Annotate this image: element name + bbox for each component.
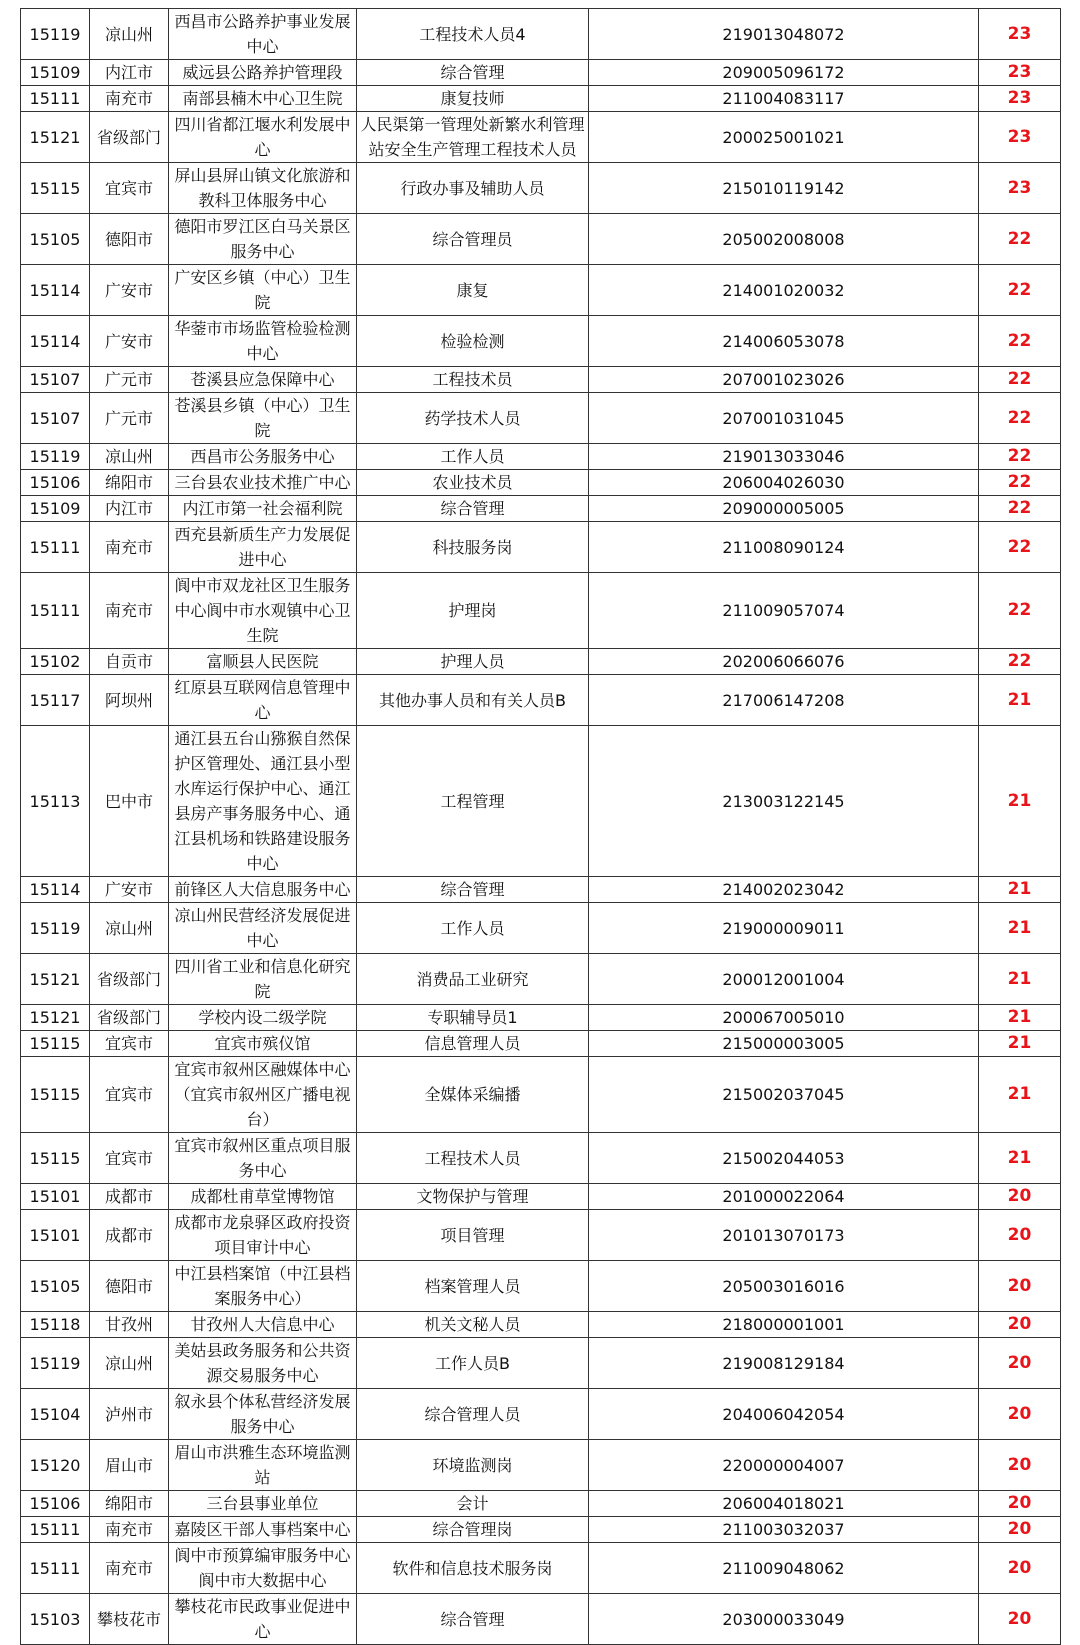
position-cell: 项目管理 xyxy=(357,1210,589,1261)
code-cell: 15104 xyxy=(21,1389,90,1440)
unit-cell: 美姑县政务服务和公共资源交易服务中心 xyxy=(169,1338,357,1389)
position-code-cell: 219013048072 xyxy=(589,9,979,60)
code-cell: 15114 xyxy=(21,877,90,903)
region-cell: 阿坝州 xyxy=(90,675,169,726)
count-cell: 21 xyxy=(979,675,1061,726)
table-row xyxy=(21,573,1061,649)
position-code-cell: 218000001001 xyxy=(589,1312,979,1338)
count-cell: 22 xyxy=(979,573,1061,649)
position-code-cell: 201013070173 xyxy=(589,1210,979,1261)
unit-cell: 三台县事业单位 xyxy=(169,1491,357,1517)
position-code-cell: 219013033046 xyxy=(589,444,979,470)
code-cell: 15119 xyxy=(21,903,90,954)
table-row xyxy=(21,726,1061,877)
position-cell: 工作人员 xyxy=(357,903,589,954)
code-cell: 15111 xyxy=(21,1517,90,1543)
unit-cell: 前锋区人大信息服务中心 xyxy=(169,877,357,903)
position-code-cell: 213003122145 xyxy=(589,726,979,877)
position-cell: 其他办事人员和有关人员B xyxy=(357,675,589,726)
count-cell: 21 xyxy=(979,1031,1061,1057)
count-cell: 22 xyxy=(979,522,1061,573)
position-code-cell: 214002023042 xyxy=(589,877,979,903)
region-cell: 眉山市 xyxy=(90,1440,169,1491)
position-cell: 检验检测 xyxy=(357,316,589,367)
unit-cell: 四川省都江堰水利发展中心 xyxy=(169,112,357,163)
count-cell: 20 xyxy=(979,1210,1061,1261)
region-cell: 德阳市 xyxy=(90,1261,169,1312)
region-cell: 凉山州 xyxy=(90,1338,169,1389)
region-cell: 凉山州 xyxy=(90,9,169,60)
count-cell: 20 xyxy=(979,1440,1061,1491)
position-code-cell: 200012001004 xyxy=(589,954,979,1005)
table-row xyxy=(21,675,1061,726)
code-cell: 15113 xyxy=(21,726,90,877)
position-code-cell: 214001020032 xyxy=(589,265,979,316)
table-row xyxy=(21,112,1061,163)
code-cell: 15115 xyxy=(21,1133,90,1184)
code-cell: 15119 xyxy=(21,444,90,470)
region-cell: 宜宾市 xyxy=(90,1031,169,1057)
position-code-cell: 211009048062 xyxy=(589,1543,979,1594)
count-cell: 21 xyxy=(979,903,1061,954)
code-cell: 15119 xyxy=(21,1338,90,1389)
count-cell: 22 xyxy=(979,496,1061,522)
position-code-cell: 205003016016 xyxy=(589,1261,979,1312)
count-cell: 20 xyxy=(979,1543,1061,1594)
table-row xyxy=(21,214,1061,265)
position-cell: 综合管理 xyxy=(357,877,589,903)
region-cell: 内江市 xyxy=(90,496,169,522)
code-cell: 15111 xyxy=(21,86,90,112)
code-cell: 15120 xyxy=(21,1440,90,1491)
count-cell: 22 xyxy=(979,444,1061,470)
position-cell: 综合管理 xyxy=(357,60,589,86)
code-cell: 15121 xyxy=(21,954,90,1005)
table-row xyxy=(21,163,1061,214)
code-cell: 15102 xyxy=(21,649,90,675)
position-cell: 综合管理 xyxy=(357,1594,589,1645)
position-code-cell: 209005096172 xyxy=(589,60,979,86)
table-body xyxy=(21,9,1061,1645)
code-cell: 15111 xyxy=(21,573,90,649)
code-cell: 15111 xyxy=(21,522,90,573)
count-cell: 20 xyxy=(979,1594,1061,1645)
unit-cell: 红原县互联网信息管理中心 xyxy=(169,675,357,726)
code-cell: 15115 xyxy=(21,1057,90,1133)
position-cell: 全媒体采编播 xyxy=(357,1057,589,1133)
code-cell: 15118 xyxy=(21,1312,90,1338)
table-row xyxy=(21,903,1061,954)
code-cell: 15121 xyxy=(21,112,90,163)
unit-cell: 阆中市预算编审服务中心阆中市大数据中心 xyxy=(169,1543,357,1594)
region-cell: 成都市 xyxy=(90,1210,169,1261)
position-code-cell: 211003032037 xyxy=(589,1517,979,1543)
unit-cell: 威远县公路养护管理段 xyxy=(169,60,357,86)
unit-cell: 攀枝花市民政事业促进中心 xyxy=(169,1594,357,1645)
count-cell: 20 xyxy=(979,1338,1061,1389)
table-row xyxy=(21,1491,1061,1517)
position-code-cell: 200067005010 xyxy=(589,1005,979,1031)
position-cell: 软件和信息技术服务岗 xyxy=(357,1543,589,1594)
unit-cell: 屏山县屏山镇文化旅游和教科卫体服务中心 xyxy=(169,163,357,214)
position-cell: 机关文秘人员 xyxy=(357,1312,589,1338)
position-cell: 人民渠第一管理处新繁水利管理站安全生产管理工程技术人员 xyxy=(357,112,589,163)
region-cell: 广元市 xyxy=(90,367,169,393)
code-cell: 15107 xyxy=(21,393,90,444)
count-cell: 23 xyxy=(979,86,1061,112)
table-row xyxy=(21,393,1061,444)
count-cell: 22 xyxy=(979,367,1061,393)
region-cell: 南充市 xyxy=(90,1543,169,1594)
table-row xyxy=(21,522,1061,573)
unit-cell: 德阳市罗江区白马关景区服务中心 xyxy=(169,214,357,265)
region-cell: 南充市 xyxy=(90,573,169,649)
unit-cell: 西昌市公务服务中心 xyxy=(169,444,357,470)
position-code-cell: 200025001021 xyxy=(589,112,979,163)
table-row xyxy=(21,1440,1061,1491)
unit-cell: 凉山州民营经济发展促进中心 xyxy=(169,903,357,954)
position-cell: 护理岗 xyxy=(357,573,589,649)
position-cell: 农业技术员 xyxy=(357,470,589,496)
table-row xyxy=(21,1517,1061,1543)
code-cell: 15114 xyxy=(21,316,90,367)
position-cell: 会计 xyxy=(357,1491,589,1517)
count-cell: 22 xyxy=(979,393,1061,444)
recruitment-table-container xyxy=(20,8,1060,1645)
position-cell: 护理人员 xyxy=(357,649,589,675)
count-cell: 22 xyxy=(979,265,1061,316)
table-row xyxy=(21,1261,1061,1312)
region-cell: 广安市 xyxy=(90,877,169,903)
recruitment-table xyxy=(20,8,1061,1645)
position-cell: 工程管理 xyxy=(357,726,589,877)
table-row xyxy=(21,1031,1061,1057)
code-cell: 15101 xyxy=(21,1184,90,1210)
region-cell: 广元市 xyxy=(90,393,169,444)
region-cell: 绵阳市 xyxy=(90,1491,169,1517)
unit-cell: 通江县五台山猕猴自然保护区管理处、通江县小型水库运行保护中心、通江县房产事务服务中心、通江县机场和铁路建设服务中心 xyxy=(169,726,357,877)
position-cell: 行政办事及辅助人员 xyxy=(357,163,589,214)
code-cell: 15111 xyxy=(21,1543,90,1594)
unit-cell: 宜宾市叙州区重点项目服务中心 xyxy=(169,1133,357,1184)
unit-cell: 西充县新质生产力发展促进中心 xyxy=(169,522,357,573)
count-cell: 20 xyxy=(979,1261,1061,1312)
position-cell: 档案管理人员 xyxy=(357,1261,589,1312)
count-cell: 22 xyxy=(979,470,1061,496)
region-cell: 甘孜州 xyxy=(90,1312,169,1338)
position-code-cell: 215000003005 xyxy=(589,1031,979,1057)
position-cell: 综合管理岗 xyxy=(357,1517,589,1543)
position-cell: 综合管理 xyxy=(357,496,589,522)
position-cell: 工作人员 xyxy=(357,444,589,470)
region-cell: 凉山州 xyxy=(90,903,169,954)
code-cell: 15101 xyxy=(21,1210,90,1261)
code-cell: 15107 xyxy=(21,367,90,393)
count-cell: 20 xyxy=(979,1517,1061,1543)
table-row xyxy=(21,1543,1061,1594)
code-cell: 15115 xyxy=(21,163,90,214)
table-row xyxy=(21,367,1061,393)
code-cell: 15117 xyxy=(21,675,90,726)
region-cell: 宜宾市 xyxy=(90,163,169,214)
code-cell: 15114 xyxy=(21,265,90,316)
position-cell: 文物保护与管理 xyxy=(357,1184,589,1210)
code-cell: 15109 xyxy=(21,60,90,86)
code-cell: 15106 xyxy=(21,1491,90,1517)
count-cell: 20 xyxy=(979,1389,1061,1440)
position-cell: 综合管理员 xyxy=(357,214,589,265)
code-cell: 15103 xyxy=(21,1594,90,1645)
table-row xyxy=(21,444,1061,470)
position-code-cell: 215002044053 xyxy=(589,1133,979,1184)
count-cell: 21 xyxy=(979,726,1061,877)
table-row xyxy=(21,1389,1061,1440)
unit-cell: 四川省工业和信息化研究院 xyxy=(169,954,357,1005)
count-cell: 23 xyxy=(979,9,1061,60)
position-cell: 科技服务岗 xyxy=(357,522,589,573)
position-code-cell: 214006053078 xyxy=(589,316,979,367)
position-code-cell: 219000009011 xyxy=(589,903,979,954)
table-row xyxy=(21,1184,1061,1210)
unit-cell: 成都市龙泉驿区政府投资项目审计中心 xyxy=(169,1210,357,1261)
code-cell: 15115 xyxy=(21,1031,90,1057)
region-cell: 省级部门 xyxy=(90,112,169,163)
position-cell: 工程技术人员 xyxy=(357,1133,589,1184)
region-cell: 巴中市 xyxy=(90,726,169,877)
unit-cell: 宜宾市殡仪馆 xyxy=(169,1031,357,1057)
unit-cell: 叙永县个体私营经济发展服务中心 xyxy=(169,1389,357,1440)
region-cell: 南充市 xyxy=(90,1517,169,1543)
table-row xyxy=(21,86,1061,112)
position-cell: 消费品工业研究 xyxy=(357,954,589,1005)
unit-cell: 中江县档案馆（中江县档案服务中心） xyxy=(169,1261,357,1312)
code-cell: 15106 xyxy=(21,470,90,496)
unit-cell: 甘孜州人大信息中心 xyxy=(169,1312,357,1338)
region-cell: 广安市 xyxy=(90,316,169,367)
region-cell: 南充市 xyxy=(90,522,169,573)
position-code-cell: 203000033049 xyxy=(589,1594,979,1645)
count-cell: 23 xyxy=(979,163,1061,214)
region-cell: 凉山州 xyxy=(90,444,169,470)
table-row xyxy=(21,9,1061,60)
count-cell: 20 xyxy=(979,1491,1061,1517)
position-code-cell: 211009057074 xyxy=(589,573,979,649)
table-row xyxy=(21,877,1061,903)
count-cell: 23 xyxy=(979,112,1061,163)
position-code-cell: 217006147208 xyxy=(589,675,979,726)
position-code-cell: 201000022064 xyxy=(589,1184,979,1210)
unit-cell: 眉山市洪雅生态环境监测站 xyxy=(169,1440,357,1491)
unit-cell: 广安区乡镇（中心）卫生院 xyxy=(169,265,357,316)
region-cell: 南充市 xyxy=(90,86,169,112)
table-row xyxy=(21,1312,1061,1338)
count-cell: 21 xyxy=(979,1133,1061,1184)
position-cell: 工程技术员 xyxy=(357,367,589,393)
table-row xyxy=(21,496,1061,522)
count-cell: 21 xyxy=(979,1057,1061,1133)
table-row xyxy=(21,1005,1061,1031)
count-cell: 22 xyxy=(979,316,1061,367)
position-code-cell: 204006042054 xyxy=(589,1389,979,1440)
unit-cell: 三台县农业技术推广中心 xyxy=(169,470,357,496)
code-cell: 15109 xyxy=(21,496,90,522)
position-cell: 综合管理人员 xyxy=(357,1389,589,1440)
position-code-cell: 207001023026 xyxy=(589,367,979,393)
position-cell: 专职辅导员1 xyxy=(357,1005,589,1031)
unit-cell: 成都杜甫草堂博物馆 xyxy=(169,1184,357,1210)
region-cell: 宜宾市 xyxy=(90,1057,169,1133)
table-row xyxy=(21,1338,1061,1389)
table-row xyxy=(21,1133,1061,1184)
table-row xyxy=(21,60,1061,86)
code-cell: 15105 xyxy=(21,1261,90,1312)
code-cell: 15119 xyxy=(21,9,90,60)
count-cell: 21 xyxy=(979,1005,1061,1031)
table-row xyxy=(21,316,1061,367)
position-code-cell: 202006066076 xyxy=(589,649,979,675)
table-row xyxy=(21,470,1061,496)
code-cell: 15121 xyxy=(21,1005,90,1031)
position-cell: 药学技术人员 xyxy=(357,393,589,444)
unit-cell: 南部县楠木中心卫生院 xyxy=(169,86,357,112)
region-cell: 省级部门 xyxy=(90,954,169,1005)
region-cell: 攀枝花市 xyxy=(90,1594,169,1645)
position-cell: 工程技术人员4 xyxy=(357,9,589,60)
count-cell: 21 xyxy=(979,877,1061,903)
table-row xyxy=(21,1057,1061,1133)
region-cell: 泸州市 xyxy=(90,1389,169,1440)
position-cell: 信息管理人员 xyxy=(357,1031,589,1057)
code-cell: 15105 xyxy=(21,214,90,265)
unit-cell: 西昌市公路养护事业发展中心 xyxy=(169,9,357,60)
unit-cell: 嘉陵区干部人事档案中心 xyxy=(169,1517,357,1543)
unit-cell: 宜宾市叙州区融媒体中心（宜宾市叙州区广播电视台） xyxy=(169,1057,357,1133)
unit-cell: 华蓥市市场监管检验检测中心 xyxy=(169,316,357,367)
unit-cell: 学校内设二级学院 xyxy=(169,1005,357,1031)
region-cell: 内江市 xyxy=(90,60,169,86)
region-cell: 德阳市 xyxy=(90,214,169,265)
count-cell: 20 xyxy=(979,1312,1061,1338)
position-code-cell: 209000005005 xyxy=(589,496,979,522)
position-code-cell: 206004018021 xyxy=(589,1491,979,1517)
unit-cell: 苍溪县应急保障中心 xyxy=(169,367,357,393)
position-code-cell: 215002037045 xyxy=(589,1057,979,1133)
count-cell: 20 xyxy=(979,1184,1061,1210)
region-cell: 省级部门 xyxy=(90,1005,169,1031)
position-cell: 康复技师 xyxy=(357,86,589,112)
position-code-cell: 206004026030 xyxy=(589,470,979,496)
region-cell: 广安市 xyxy=(90,265,169,316)
region-cell: 宜宾市 xyxy=(90,1133,169,1184)
table-row xyxy=(21,1594,1061,1645)
position-code-cell: 211008090124 xyxy=(589,522,979,573)
position-code-cell: 205002008008 xyxy=(589,214,979,265)
region-cell: 成都市 xyxy=(90,1184,169,1210)
table-row xyxy=(21,265,1061,316)
position-cell: 康复 xyxy=(357,265,589,316)
position-code-cell: 219008129184 xyxy=(589,1338,979,1389)
table-row xyxy=(21,649,1061,675)
region-cell: 绵阳市 xyxy=(90,470,169,496)
position-code-cell: 215010119142 xyxy=(589,163,979,214)
position-cell: 环境监测岗 xyxy=(357,1440,589,1491)
region-cell: 自贡市 xyxy=(90,649,169,675)
position-code-cell: 207001031045 xyxy=(589,393,979,444)
unit-cell: 苍溪县乡镇（中心）卫生院 xyxy=(169,393,357,444)
table-row xyxy=(21,1210,1061,1261)
unit-cell: 富顺县人民医院 xyxy=(169,649,357,675)
unit-cell: 内江市第一社会福利院 xyxy=(169,496,357,522)
count-cell: 23 xyxy=(979,60,1061,86)
table-row xyxy=(21,954,1061,1005)
position-cell: 工作人员B xyxy=(357,1338,589,1389)
position-code-cell: 220000004007 xyxy=(589,1440,979,1491)
count-cell: 22 xyxy=(979,214,1061,265)
count-cell: 21 xyxy=(979,954,1061,1005)
count-cell: 22 xyxy=(979,649,1061,675)
position-code-cell: 211004083117 xyxy=(589,86,979,112)
unit-cell: 阆中市双龙社区卫生服务中心阆中市水观镇中心卫生院 xyxy=(169,573,357,649)
